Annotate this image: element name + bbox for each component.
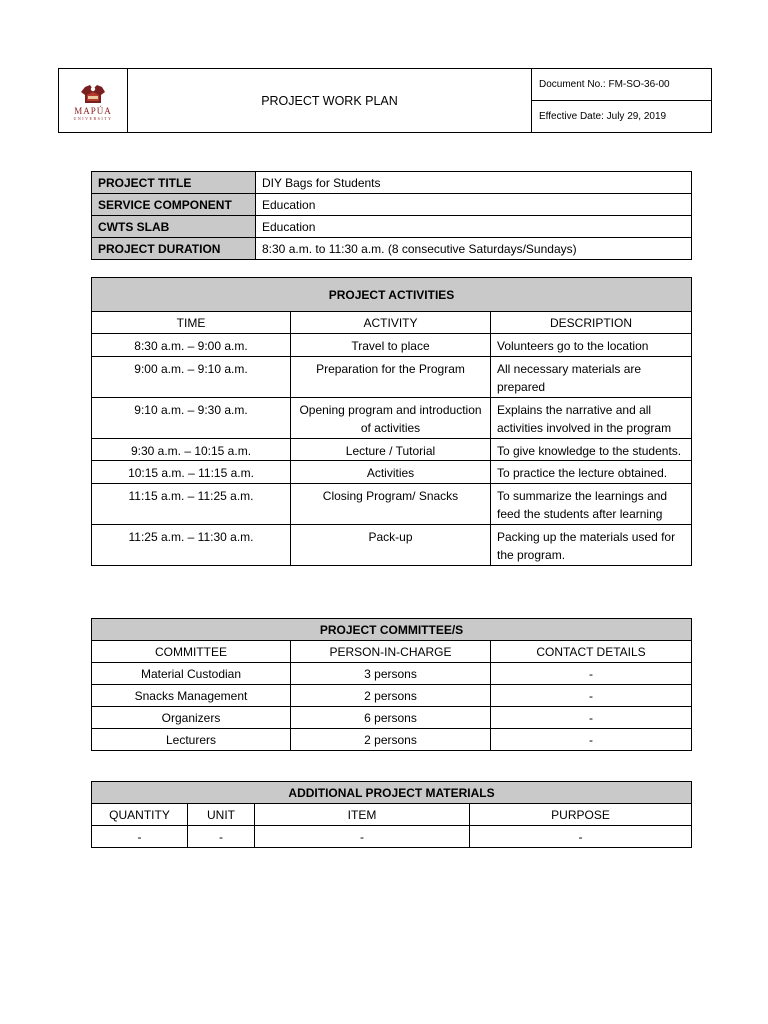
activity-description: Explains the narrative and all activities involved in the program bbox=[491, 397, 692, 438]
table-row bbox=[92, 483, 692, 524]
info-value: DIY Bags for Students bbox=[256, 172, 692, 194]
committee-table bbox=[91, 618, 692, 751]
column-header: ITEM bbox=[255, 804, 470, 826]
info-value: 8:30 a.m. to 11:30 a.m. (8 consecutive Saturdays/Sundays) bbox=[256, 238, 692, 260]
table-row bbox=[92, 356, 692, 397]
activity-description: To summarize the learnings and feed the students after learning bbox=[491, 483, 692, 524]
table-row bbox=[92, 172, 692, 194]
contact-details: - bbox=[491, 685, 692, 707]
table-row bbox=[92, 685, 692, 707]
info-value: Education bbox=[256, 194, 692, 216]
table-row bbox=[92, 334, 692, 357]
activity-time: 9:30 a.m. – 10:15 a.m. bbox=[92, 438, 291, 461]
column-header: CONTACT DETAILS bbox=[491, 641, 692, 663]
column-header: TIME bbox=[92, 312, 291, 334]
committee-name: Organizers bbox=[92, 707, 291, 729]
committee-name: Snacks Management bbox=[92, 685, 291, 707]
activity-description: All necessary materials are prepared bbox=[491, 356, 692, 397]
person-in-charge: 2 persons bbox=[291, 729, 491, 751]
activity-time: 11:25 a.m. – 11:30 a.m. bbox=[92, 524, 291, 565]
material-unit: - bbox=[188, 826, 255, 848]
table-row bbox=[92, 438, 692, 461]
document-meta bbox=[532, 69, 711, 132]
activity-description: To give knowledge to the students. bbox=[491, 438, 692, 461]
activity-description: To practice the lecture obtained. bbox=[491, 461, 692, 484]
committee-title: PROJECT COMMITTEE/S bbox=[92, 619, 692, 641]
activity-name: Closing Program/ Snacks bbox=[291, 483, 491, 524]
activities-table bbox=[91, 277, 692, 566]
contact-details: - bbox=[491, 707, 692, 729]
info-label: CWTS SLAB bbox=[92, 216, 256, 238]
form-title: PROJECT WORK PLAN bbox=[128, 69, 532, 132]
table-row bbox=[92, 238, 692, 260]
person-in-charge: 3 persons bbox=[291, 663, 491, 685]
activity-time: 9:10 a.m. – 9:30 a.m. bbox=[92, 397, 291, 438]
activity-description: Packing up the materials used for the program. bbox=[491, 524, 692, 565]
committee-name: Lecturers bbox=[92, 729, 291, 751]
column-header: UNIT bbox=[188, 804, 255, 826]
activity-name: Preparation for the Program bbox=[291, 356, 491, 397]
info-label: PROJECT TITLE bbox=[92, 172, 256, 194]
table-header-row bbox=[92, 312, 692, 334]
column-header: QUANTITY bbox=[92, 804, 188, 826]
material-purpose: - bbox=[470, 826, 692, 848]
info-label: SERVICE COMPONENT bbox=[92, 194, 256, 216]
contact-details: - bbox=[491, 729, 692, 751]
activity-description: Volunteers go to the location bbox=[491, 334, 692, 357]
table-row bbox=[92, 194, 692, 216]
materials-title: ADDITIONAL PROJECT MATERIALS bbox=[92, 782, 692, 804]
activity-name: Opening program and introduction of activities bbox=[291, 397, 491, 438]
material-item: - bbox=[255, 826, 470, 848]
logo-subtitle: UNIVERSITY bbox=[73, 115, 113, 121]
column-header: DESCRIPTION bbox=[491, 312, 692, 334]
column-header: ACTIVITY bbox=[291, 312, 491, 334]
column-header: COMMITTEE bbox=[92, 641, 291, 663]
info-value: Education bbox=[256, 216, 692, 238]
activity-name: Travel to place bbox=[291, 334, 491, 357]
activity-time: 9:00 a.m. – 9:10 a.m. bbox=[92, 356, 291, 397]
table-row bbox=[92, 524, 692, 565]
table-row bbox=[92, 729, 692, 751]
materials-table bbox=[91, 781, 692, 848]
table-row bbox=[92, 461, 692, 484]
activity-time: 8:30 a.m. – 9:00 a.m. bbox=[92, 334, 291, 357]
table-header-row bbox=[92, 804, 692, 826]
mapua-seal-icon bbox=[76, 81, 110, 105]
logo bbox=[59, 69, 128, 132]
column-header: PURPOSE bbox=[470, 804, 692, 826]
activities-title: PROJECT ACTIVITIES bbox=[92, 278, 692, 312]
table-row bbox=[92, 663, 692, 685]
table-header-row bbox=[92, 641, 692, 663]
activity-name: Activities bbox=[291, 461, 491, 484]
table-row bbox=[92, 216, 692, 238]
material-quantity: - bbox=[92, 826, 188, 848]
committee-name: Material Custodian bbox=[92, 663, 291, 685]
column-header: PERSON-IN-CHARGE bbox=[291, 641, 491, 663]
activity-name: Lecture / Tutorial bbox=[291, 438, 491, 461]
info-label: PROJECT DURATION bbox=[92, 238, 256, 260]
person-in-charge: 2 persons bbox=[291, 685, 491, 707]
contact-details: - bbox=[491, 663, 692, 685]
table-row bbox=[92, 826, 692, 848]
table-row bbox=[92, 397, 692, 438]
activity-time: 10:15 a.m. – 11:15 a.m. bbox=[92, 461, 291, 484]
activity-name: Pack-up bbox=[291, 524, 491, 565]
project-info-table bbox=[91, 171, 692, 260]
person-in-charge: 6 persons bbox=[291, 707, 491, 729]
document-number: Document No.: FM-SO-36-00 bbox=[532, 69, 711, 101]
effective-date: Effective Date: July 29, 2019 bbox=[539, 111, 667, 122]
activity-time: 11:15 a.m. – 11:25 a.m. bbox=[92, 483, 291, 524]
document-header bbox=[58, 68, 712, 133]
table-row bbox=[92, 707, 692, 729]
logo-name: MAPÚA bbox=[74, 105, 112, 116]
